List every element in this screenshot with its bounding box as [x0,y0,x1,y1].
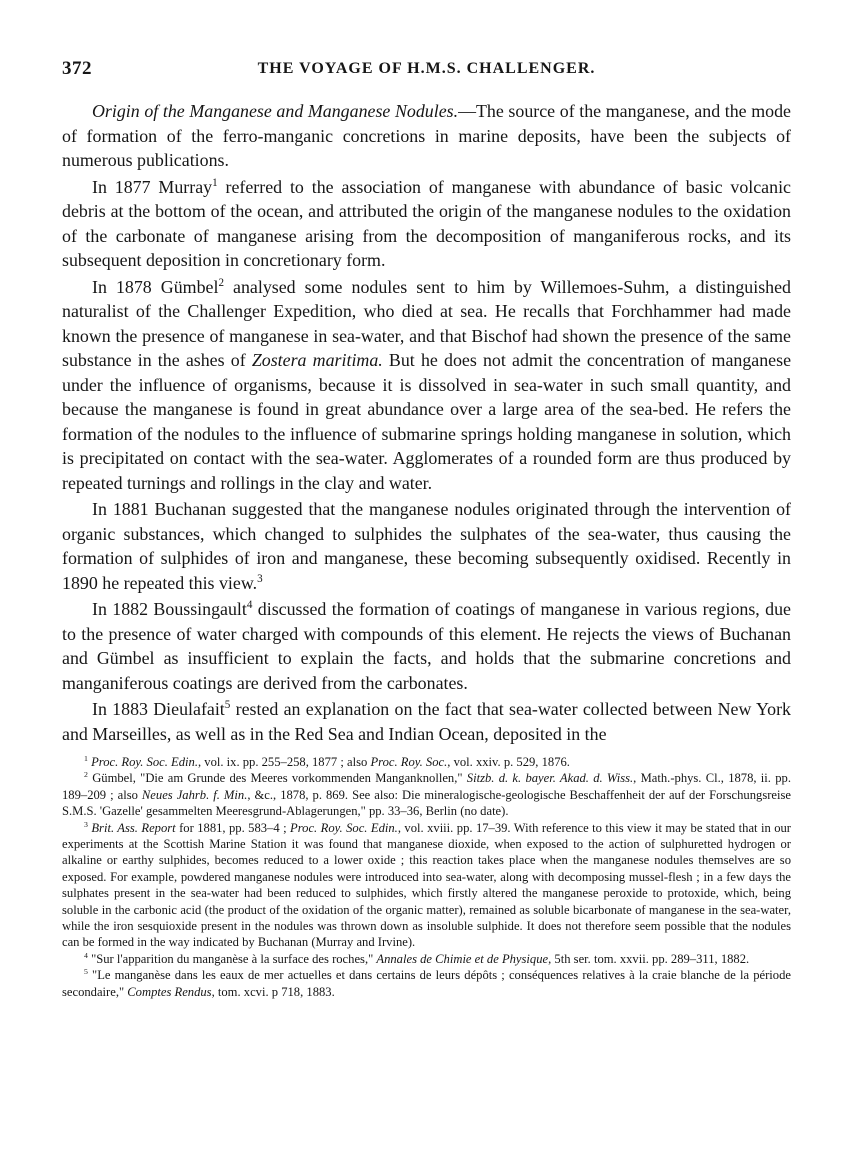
paragraph-text: But he does not admit the concentration of manganese under the influence of organisms, because it is dissolved in sea-water in such small quantity, and because the manganese is found in great abundance over a large area of the sea-bed. He refers the formation of the nodules to the influence of submarine springs holding manganese in solution, which is precipitated on contact with the sea-water. Agglomerates of a rounded form are thus produced by repeated turnings and rollings in the clay and water. [62,350,792,493]
footnote-text: , vol. xviii. pp. 17–39. With reference to this view it may be stated that in our experiments at the Scottish Marine Station it was found that manganese dioxide, when exposed to the action of sulphuretted hydrogen or alkaline or earthy sulphides, becomes reduced to a lower oxide ; this reaction takes place when the manganese nodules themselves are so exposed. For example, powdered manganese nodules were introduced into sea-water, along with decomposing mussel-flesh ; in a few days the sulphates present in the sea-water had been reduced to sulphides, which firstly altered the manganese peroxide to protoxide, which, being soluble in the carbonic acid (the product of the oxidation of the organic matter), remained as soluble bicarbonate of manganese in the sea-water, while the iron sesquioxide present in the nodules was thrown down as insoluble sulphide. It does not therefore seem possible that the nodules can be formed in the way indicated by Buchanan (Murray and Irvine). [62,820,791,950]
footnote-text: , vol. ix. pp. 255–258, 1877 ; also [197,755,371,769]
paragraph-text: In 1878 Gümbel [92,276,219,297]
footnote-text: , tom. xcvi. p 718, 1883. [211,984,335,999]
footnote-text: Gümbel, "Die am Grunde des Meeres vorkommenden Manganknollen," [92,771,467,786]
paragraph-gumbel [62,275,791,496]
book-page [62,58,791,1000]
footnote-ref: 2 [218,276,224,289]
footnote-ref: 4 [246,599,253,612]
page-header [62,58,791,86]
paragraph-text: analysed some nodules sent to him by Willemoes-Suhm, a distinguished naturalist of the Challenger Expedition, who died at sea. He recalls that Forchhammer had made known the presence of manganese in sea-water, and that Bischof had shown the presence of the same substance in the ashes of [62,276,791,370]
citation-title: Neues Jahrb. f. Min. [141,787,248,802]
paragraph-boussingault [62,597,791,695]
paragraph-text: In 1883 Dieulafait [92,699,225,719]
footnote-text: "Sur l'apparition du manganèse à la surface des roches," [91,951,377,966]
footnote-text: for 1881, pp. 583–4 ; [175,820,291,835]
footnote-3 [62,820,791,951]
footnote-text: , vol. xxiv. p. 529, 1876. [447,755,570,769]
footnote-1 [62,754,791,770]
citation-title: Brit. Ass. Report [91,820,176,835]
running-title: THE VOYAGE OF H.M.S. CHALLENGER. [257,60,596,77]
footnote-2 [62,770,791,819]
footnote-text: , &c., 1878, p. 869. See also: Die mineralogische-geologische Beschaffenheit der auf der Forschungsreise S.M.S. 'Gazelle' gesammelten Meeresgrund-Ablagerungen," pp. 33–36, Berlin (no date). [62,787,791,819]
body-text [62,99,791,746]
citation-title: Proc. Roy. Soc. Edin. [91,755,198,769]
paragraph-murray [62,175,791,273]
paragraph-text: In 1881 Buchanan suggested that the manganese nodules originated through the intervention of organic substances, which changed to sulphides the sulphates of the sea-water, thus causing the formation of sulphides of iron and manganese, these becoming subsequently oxidised. Recently in 1890 he repeated this view. [62,499,791,593]
citation-title: Sitzb. d. k. bayer. Akad. d. Wiss. [466,771,634,786]
section-heading: Origin of the Manganese and Manganese Nodules. [92,101,459,121]
paragraph-text: In 1877 Murray [92,176,213,197]
footnote-mark: 4 [84,950,88,960]
paragraph-buchanan [62,497,791,595]
footnote-mark: 5 [84,967,88,977]
footnotes [62,754,791,1000]
paragraph-text: referred to the association of manganese with abundance of basic volcanic debris at the bottom of the ocean, and attributed the origin of the manganese nodules to the oxidation of the carbonate of manganese arising from the decomposition of manganiferous rocks, and its subsequent deposition in concretionary form. [62,176,791,270]
footnote-text: , Math.-phys. Cl., 1878, ii. pp. 189–209 ; also [62,771,791,802]
footnote-mark: 1 [84,753,88,763]
paragraph-dieulafait [62,697,791,746]
page-number: 372 [62,58,92,79]
footnote-text: "Le manganèse dans les eaux de mer actuelles et dans certains de leurs dépôts ; conséquences relatives à la craie blanche de la période secondaire," [62,968,791,999]
paragraph-text: discussed the formation of coatings of manganese in various regions, due to the presence of water charged with compounds of this element. He rejects the views of Buchanan and Gümbel as insufficient to explain the facts, and holds that the submarine concretions and manganiferous coatings are derived from the carbonates. [62,599,791,693]
species-name: Zostera maritima. [251,350,383,370]
footnote-ref: 1 [212,176,218,189]
footnote-mark: 2 [84,770,88,780]
paragraph-text: rested an explanation on the fact that sea-water collected between New York and Marseilles, as well as in the Red Sea and Indian Ocean, deposited in the [62,699,791,744]
footnote-5 [62,967,791,1000]
footnote-text: , 5th ser. tom. xxvii. pp. 289–311, 1882. [548,951,750,966]
citation-title: Comptes Rendus [127,984,212,999]
paragraph-text: In 1882 Boussingault [92,599,247,619]
citation-title: Annales de Chimie et de Physique [376,951,549,966]
footnote-ref: 5 [224,699,231,712]
footnote-mark: 3 [84,819,88,829]
footnote-ref: 3 [257,572,263,585]
paragraph-origin [62,99,791,173]
citation-title: Proc. Roy. Soc. Edin. [290,820,398,835]
paragraph-text: —The source of the manganese, and the mode of formation of the ferro-manganic concretions in marine deposits, have been the subjects of numerous publications. [62,101,791,170]
footnote-4 [62,951,791,967]
citation-title: Proc. Roy. Soc. [370,755,448,769]
